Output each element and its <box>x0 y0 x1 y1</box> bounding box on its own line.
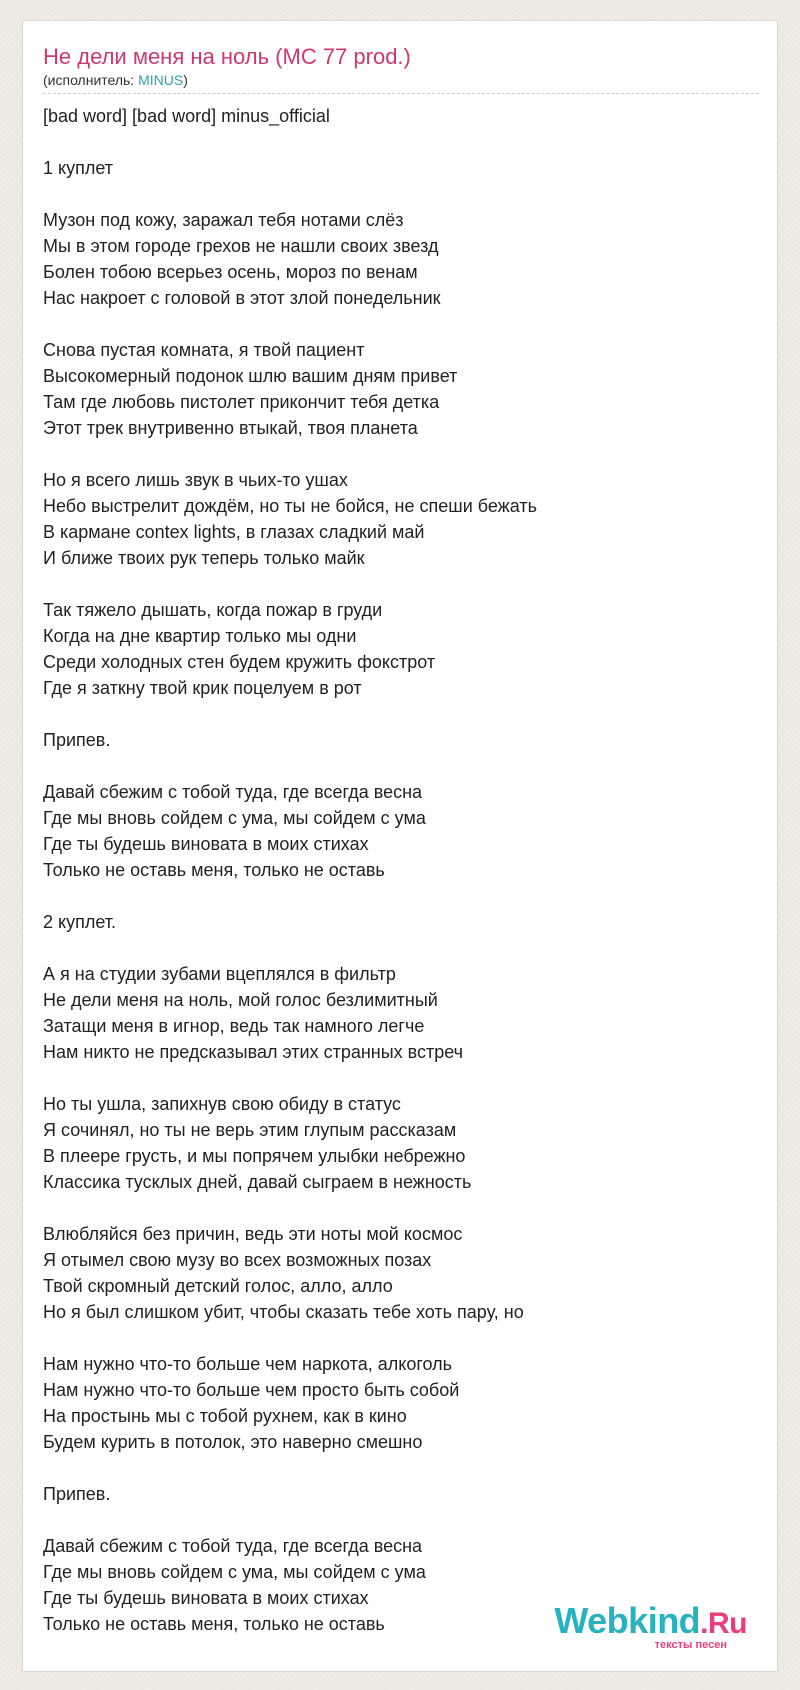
artist-suffix: ) <box>183 72 188 88</box>
lyric-line: Небо выстрелит дождём, но ты не бойся, не спеши бежать <box>43 496 537 516</box>
lyric-line: Влюбляйся без причин, ведь эти ноты мой космос <box>43 1224 463 1244</box>
song-header <box>43 43 759 89</box>
logo-word: Webkind <box>554 1600 701 1641</box>
lyric-line: Нам никто не предсказывал этих странных встреч <box>43 1042 464 1062</box>
lyric-blank-line <box>43 1195 759 1221</box>
lyrics-page <box>22 20 778 1672</box>
lyric-line: Припев. <box>43 730 111 750</box>
lyric-line: Нам нужно что-то больше чем наркота, алкоголь <box>43 1354 452 1374</box>
lyric-line: Среди холодных стен будем кружить фокстрот <box>43 652 436 672</box>
lyric-line: Не дели меня на ноль, мой голос безлимитный <box>43 990 438 1010</box>
logo-tld: .Ru <box>700 1607 747 1640</box>
artist-link[interactable]: MINUS <box>138 72 184 88</box>
song-title: Не дели меня на ноль (MC 77 prod.) <box>43 44 411 69</box>
lyric-line: Только не оставь меня, только не оставь <box>43 1614 385 1634</box>
lyric-line: Давай сбежим с тобой туда, где всегда весна <box>43 782 423 802</box>
lyric-line: 1 куплет <box>43 158 113 178</box>
lyric-blank-line <box>43 753 759 779</box>
lyric-line: На простынь мы с тобой рухнем, как в кино <box>43 1406 407 1426</box>
lyric-line: Но я был слишком убит, чтобы сказать тебе хоть пару, но <box>43 1302 524 1322</box>
logo-tagline: тексты песен <box>654 1639 727 1651</box>
lyric-line: Этот трек внутривенно втыкай, твоя планета <box>43 418 418 438</box>
lyric-line: Высокомерный подонок шлю вашим дням привет <box>43 366 458 386</box>
lyric-line: Так тяжело дышать, когда пожар в груди <box>43 600 383 620</box>
lyric-blank-line <box>43 701 759 727</box>
lyric-blank-line <box>43 181 759 207</box>
lyric-blank-line <box>43 1455 759 1481</box>
lyric-blank-line <box>43 129 759 155</box>
lyric-line: Где мы вновь сойдем с ума, мы сойдем с ума <box>43 1562 426 1582</box>
lyrics-text <box>43 103 759 1637</box>
lyric-line: Где ты будешь виновата в моих стихах <box>43 834 369 854</box>
lyric-line: Твой скромный детский голос, алло, алло <box>43 1276 393 1296</box>
lyric-line: Но я всего лишь звук в чьих-то ушах <box>43 470 348 490</box>
webkind-logo[interactable] <box>547 1601 747 1651</box>
lyric-line: [bad word] [bad word] minus_official <box>43 106 330 126</box>
artist-line <box>43 71 759 89</box>
lyric-blank-line <box>43 311 759 337</box>
lyric-line: Только не оставь меня, только не оставь <box>43 860 385 880</box>
lyric-line: Когда на дне квартир только мы одни <box>43 626 357 646</box>
lyric-line: 2 куплет. <box>43 912 117 932</box>
lyric-line: Но ты ушла, запихнув свою обиду в статус <box>43 1094 401 1114</box>
lyric-blank-line <box>43 883 759 909</box>
lyric-line: Классика тусклых дней, давай сыграем в нежность <box>43 1172 472 1192</box>
lyric-blank-line <box>43 571 759 597</box>
lyric-line: А я на студии зубами вцеплялся в фильтр <box>43 964 396 984</box>
logo-wordmark <box>554 1601 747 1644</box>
lyric-blank-line <box>43 935 759 961</box>
lyric-line: Затащи меня в игнор, ведь так намного легче <box>43 1016 425 1036</box>
lyric-line: Нам нужно что-то больше чем просто быть собой <box>43 1380 460 1400</box>
lyric-blank-line <box>43 1065 759 1091</box>
lyric-line: В плеере грусть, и мы попрячем улыбки небрежно <box>43 1146 466 1166</box>
lyric-line: Мы в этом городе грехов не нашли своих звезд <box>43 236 439 256</box>
lyric-line: Болен тобою всерьез осень, мороз по венам <box>43 262 418 282</box>
lyric-line: Снова пустая комната, я твой пациент <box>43 340 365 360</box>
lyric-line: Я сочинял, но ты не верь этим глупым рассказам <box>43 1120 457 1140</box>
lyric-line: Нас накроет с головой в этот злой понедельник <box>43 288 441 308</box>
lyric-blank-line <box>43 441 759 467</box>
lyric-line: Будем курить в потолок, это наверно смешно <box>43 1432 423 1452</box>
lyric-blank-line <box>43 1507 759 1533</box>
lyric-line: Где я заткну твой крик поцелуем в рот <box>43 678 362 698</box>
lyric-line: И ближе твоих рук теперь только майк <box>43 548 365 568</box>
lyric-line: В кармане contex lights, в глазах сладкий май <box>43 522 425 542</box>
lyric-line: Там где любовь пистолет прикончит тебя детка <box>43 392 440 412</box>
lyric-blank-line <box>43 1325 759 1351</box>
lyric-line: Где мы вновь сойдем с ума, мы сойдем с ума <box>43 808 426 828</box>
lyric-line: Где ты будешь виновата в моих стихах <box>43 1588 369 1608</box>
lyric-line: Музон под кожу, заражал тебя нотами слёз <box>43 210 404 230</box>
lyric-line: Давай сбежим с тобой туда, где всегда весна <box>43 1536 423 1556</box>
lyric-line: Я отымел свою музу во всех возможных позах <box>43 1250 432 1270</box>
artist-prefix: (исполнитель: <box>43 72 139 88</box>
lyric-line: Припев. <box>43 1484 111 1504</box>
header-divider <box>43 93 759 94</box>
